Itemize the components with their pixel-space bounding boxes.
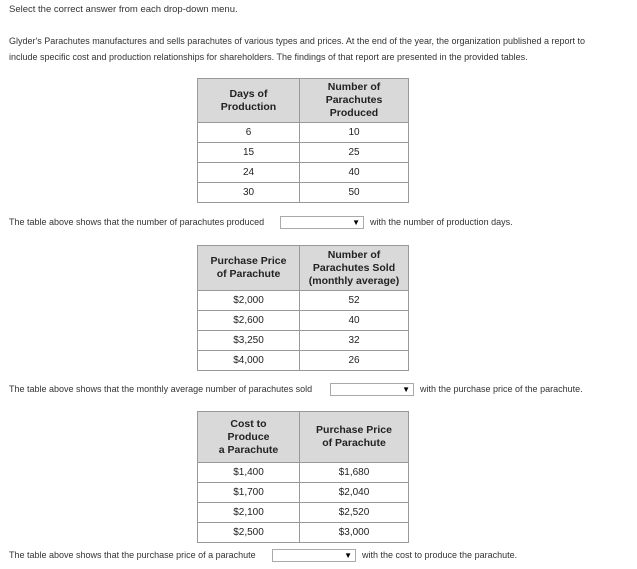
table-row: [198, 483, 409, 503]
statement-1-prefix: The table above shows that the number of parachutes produced: [9, 217, 265, 227]
statement-3-prefix: The table above shows that the purchase price of a parachute: [9, 550, 256, 560]
header-price2-line-2: of Parachute: [322, 437, 386, 449]
header-cost-line-2: Produce: [227, 430, 270, 443]
dropdown-2[interactable]: [330, 383, 414, 396]
chevron-down-icon: ▼: [344, 551, 352, 560]
header-produced-line-3: Produced: [329, 107, 379, 119]
header-produced-line-2: Parachutes: [325, 94, 383, 106]
table-cell: $3,000: [300, 523, 409, 543]
chevron-down-icon: ▼: [352, 218, 360, 227]
table-row: [198, 183, 409, 203]
instruction-text: Select the correct answer from each drop-down menu.: [9, 4, 238, 15]
table-cell: 30: [198, 183, 300, 203]
header-produced-line-1: Number of: [327, 81, 381, 93]
table-row: [198, 351, 409, 371]
dropdown-1[interactable]: [280, 216, 364, 229]
intro-line-1: Glyder's Parachutes manufactures and sells parachutes of various types and prices. At the end of the year, the organization published a report to: [9, 36, 586, 46]
table-header-row: [198, 412, 409, 463]
header-price-line-1: Purchase Price: [210, 255, 287, 267]
table-cell: 24: [198, 163, 300, 183]
table-cell: 52: [300, 291, 409, 311]
header-cost-line-1: Cost to: [230, 417, 267, 430]
table-cell: $1,700: [198, 483, 300, 503]
table-cell: 40: [300, 163, 409, 183]
dropdown-3[interactable]: [272, 549, 356, 562]
header-days-of-production: [198, 79, 300, 123]
table-cell: $3,250: [198, 331, 300, 351]
table-cell: 50: [300, 183, 409, 203]
table-row: [198, 311, 409, 331]
table-row: [198, 143, 409, 163]
table-row: [198, 163, 409, 183]
chevron-down-icon: ▼: [402, 385, 410, 394]
header-sold-line-3: (monthly average): [308, 274, 400, 287]
header-sold-line-1: Number of: [327, 248, 381, 261]
cost-price-table: [197, 411, 409, 543]
table-cell: $1,680: [300, 463, 409, 483]
header-purchase-price-2: [300, 412, 409, 463]
table-cell: 15: [198, 143, 300, 163]
header-price2-line-1: Purchase Price: [316, 424, 392, 436]
table-row: [198, 331, 409, 351]
table-cell: 25: [300, 143, 409, 163]
statement-2-suffix: with the purchase price of the parachute.: [420, 384, 583, 394]
table-cell: $2,100: [198, 503, 300, 523]
statement-2-prefix: The table above shows that the monthly average number of parachutes sold: [9, 384, 313, 394]
table-cell: 10: [300, 123, 409, 143]
table-cell: $2,500: [198, 523, 300, 543]
production-table: [197, 78, 409, 203]
statement-1-suffix: with the number of production days.: [370, 217, 513, 227]
header-cost-to-produce: [198, 412, 300, 463]
header-purchase-price: [198, 246, 300, 291]
table-row: [198, 523, 409, 543]
header-cost-line-3: a Parachute: [218, 443, 279, 456]
table-cell: $2,520: [300, 503, 409, 523]
table-cell: $1,400: [198, 463, 300, 483]
table-cell: $4,000: [198, 351, 300, 371]
table-row: [198, 123, 409, 143]
table-row: [198, 463, 409, 483]
header-parachutes-sold: [300, 246, 409, 291]
table-cell: $2,040: [300, 483, 409, 503]
intro-line-2: include specific cost and production relationships for shareholders. The findings of that report are presented in the provided tables.: [9, 52, 528, 62]
sales-table: [197, 245, 409, 371]
table-cell: 26: [300, 351, 409, 371]
intro-paragraph: [9, 33, 629, 65]
table-cell: 40: [300, 311, 409, 331]
table-cell: 6: [198, 123, 300, 143]
table-cell: 32: [300, 331, 409, 351]
header-parachutes-produced: [300, 79, 409, 123]
table-row: [198, 291, 409, 311]
header-price-line-2: of Parachute: [216, 268, 281, 280]
table-cell: $2,600: [198, 311, 300, 331]
header-days-line-2: Production: [220, 100, 277, 113]
table-header-row: [198, 246, 409, 291]
header-sold-line-2: Parachutes Sold: [312, 261, 396, 274]
table-row: [198, 503, 409, 523]
table-header-row: [198, 79, 409, 123]
table-cell: $2,000: [198, 291, 300, 311]
statement-3-suffix: with the cost to produce the parachute.: [362, 550, 518, 560]
header-days-line-1: Days of: [229, 87, 268, 100]
